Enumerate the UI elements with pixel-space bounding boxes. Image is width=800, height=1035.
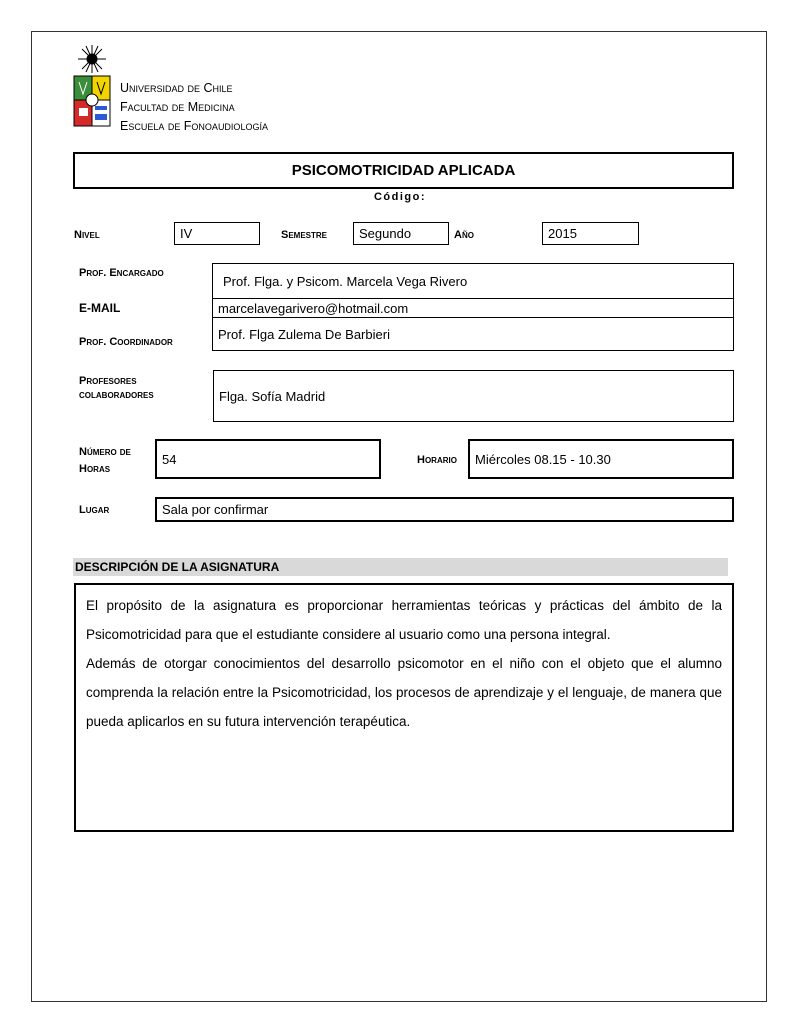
horario-label: Horario [417, 454, 457, 466]
horas-label-line-1: Número de [79, 446, 131, 458]
semestre-field: Segundo [353, 222, 449, 245]
semestre-label: Semestre [281, 229, 328, 241]
faculty-name: Facultad de Medicina [120, 100, 235, 114]
prof-coordinador-field: Prof. Flga Zulema De Barbieri [212, 317, 734, 351]
prof-encargado-label: Prof. Encargado [79, 267, 164, 279]
description-heading: DESCRIPCIÓN DE LA ASIGNATURA [73, 558, 728, 576]
university-logo [72, 44, 112, 130]
nivel-field: IV [174, 222, 260, 245]
course-title-text: PSICOMOTRICIDAD APLICADA [291, 162, 516, 179]
lugar-label: Lugar [79, 504, 110, 516]
prof-encargado-field: Prof. Flga. y Psicom. Marcela Vega Rivero [212, 263, 734, 299]
nivel-label: Nivel [74, 229, 100, 241]
school-name: Escuela de Fonoaudiología [120, 119, 268, 133]
email-label: E-MAIL [79, 301, 121, 315]
institution-header [120, 79, 268, 136]
description-box [74, 583, 734, 832]
description-paragraph-2: Además de otorgar conocimientos del desarrollo psicomotor en el niño con el objeto que el alumno comprenda la relación entre la Psicomotricidad, los procesos de aprendizaje y el lenguaje, de manera que pueda aplicarlos en su futura intervención terapéutica. [86, 656, 722, 729]
profesores-label-line-1: Profesores [79, 375, 137, 387]
profesores-field: Flga. Sofía Madrid [213, 370, 734, 422]
horas-label [79, 444, 131, 478]
prof-coordinador-label: Prof. Coordinador [79, 336, 173, 348]
horario-field: Miércoles 08.15 - 10.30 [468, 439, 734, 479]
profesores-label-line-2: colaboradores [79, 389, 154, 401]
anio-label: Año [454, 229, 474, 241]
profesores-label [79, 374, 154, 402]
description-paragraph-1: El propósito de la asignatura es proporcionar herramientas teóricas y prácticas del ámbito de la Psicomotricidad para que el estudiante considere al usuario como una persona integral. [86, 598, 722, 642]
horas-label-line-2: Horas [79, 463, 111, 475]
lugar-field: Sala por confirmar [155, 497, 734, 522]
anio-field: 2015 [542, 222, 639, 245]
email-field: marcelavegarivero@hotmail.com [212, 298, 734, 318]
course-code-label: Código: [373, 191, 427, 203]
horas-field: 54 [155, 439, 381, 479]
university-name: Universidad de Chile [120, 81, 233, 95]
course-title [73, 152, 734, 189]
